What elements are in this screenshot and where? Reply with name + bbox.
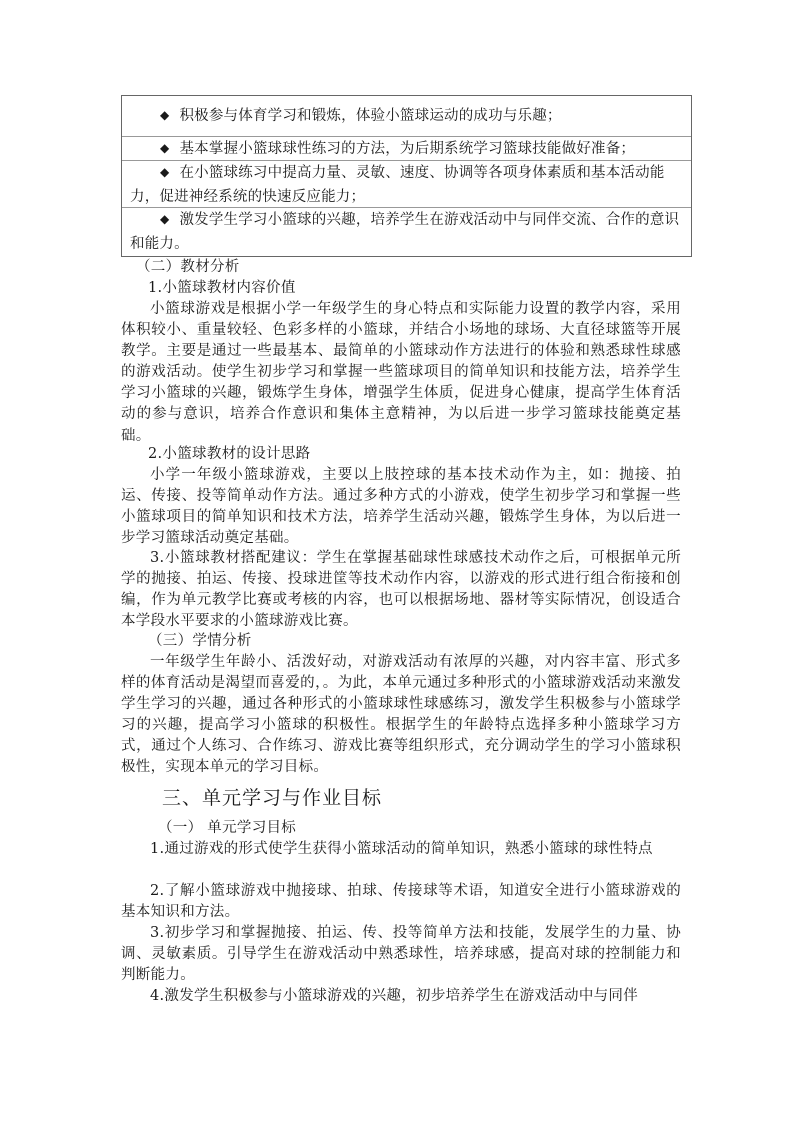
objective-item: 2.了解小篮球游戏中抛接球、拍球、传接球等术语，知道安全进行小篮球游戏的基本知识和方法。 xyxy=(121,883,681,921)
objective-item: 1.通过游戏的形式使学生获得小篮球活动的简单知识，熟悉小篮球的球性特点 xyxy=(150,841,653,857)
diamond-bullet-icon: ◆ xyxy=(160,212,170,226)
subsection-title-content-value: 1.小篮球教材内容价值 xyxy=(148,280,296,296)
subsection-title-design-idea: 2.小篮球教材的设计思路 xyxy=(148,446,311,462)
diamond-bullet-icon: ◆ xyxy=(160,141,170,155)
paragraph-content-value: 小篮球游戏是根据小学一年级学生的身心特点和实际能力设置的教学内容，采用体积较小、重量较轻、色彩多样的小篮球，并结合小场地的球场、大直径球篮等开展教学。主要是通过一些最基本、最简单的小篮球动作方法进行的体验和熟悉球性球感的游戏活动。使学生初步学习和掌握一些篮球项目的简单知识和技能方法，培养学生学习小篮球的兴趣，锻炼学生身体，增强学生体质，促进身心健康，提高学生体育活动的参与意识，培养合作意识和集体主意精神，为以后进一步学习篮球技能奠定基础。 xyxy=(121,301,681,444)
paragraph-material-suggestion: 3.小篮球教材搭配建议：学生在掌握基础球性球感技术动作之后，可根据单元所学的抛接、拍运、传接、投球进筐等技术动作内容，以游戏的形式进行组合衔接和创编，作为单元教学比赛或考核的内容，也可以根据场地、器材等实际情况，创设适合本学段水平要求的小篮球游戏比赛。 xyxy=(121,550,681,630)
diamond-bullet-icon: ◆ xyxy=(160,108,170,122)
subsection-title-learning-goals: （一） 单元学习目标 xyxy=(158,820,297,836)
goal-item: ◆ 积极参与体育学习和锻炼，体验小篮球运动的成功与乐趣； xyxy=(160,108,562,124)
paragraph-student-analysis: 一年级学生年龄小、活泼好动，对游戏活动有浓厚的兴趣，对内容丰富、形式多样的体育活动是渴望而喜爱的，。为此，本单元通过多种形式的小篮球游戏活动来激发学生学习的兴趣，通过各种形式的小篮球球性球感练习，激发学生积极参与小篮球学习的兴趣，提高学习小篮球的积极性。根据学生的年龄特点选择多种小篮球学习方式，通过个人练习、合作练习、游戏比赛等组织形式，充分调动学生的学习小篮球积极性，实现本单元的学习目标。 xyxy=(121,654,681,776)
unit-goals-box xyxy=(121,95,692,257)
goal-item: ◆ 在小篮球练习中提高力量、灵敏、速度、协调等各项身体素质和基本活动能力，促进神经系统的快速反应能力； xyxy=(122,160,691,209)
goal-item: ◆ 基本掌握小篮球球性练习的方法，为后期系统学习篮球技能做好准备； xyxy=(122,136,691,161)
diamond-bullet-icon: ◆ xyxy=(160,165,170,179)
part-heading-unit-goals: 三、单元学习与作业目标 xyxy=(162,787,383,809)
objective-item: 3.初步学习和掌握抛接、拍运、传、投等简单方法和技能，发展学生的力量、协调、灵敏素质。引导学生在游戏活动中熟悉球性，培养球感，提高对球的控制能力和判断能力。 xyxy=(121,925,681,984)
paragraph-design-idea: 小学一年级小篮球游戏，主要以上肢控球的基本技术动作为主，如：抛接、拍运、传接、投等简单动作方法。通过多种方式的小游戏，使学生初步学习和掌握一些小篮球项目的简单知识和技术方法，培养学生活动兴趣，锻炼学生身体，为以后进一步学习篮球活动奠定基础。 xyxy=(121,467,681,547)
section-heading-materials: （二）教材分析 xyxy=(136,259,240,275)
objective-item: 4.激发学生积极参与小篮球游戏的兴趣，初步培养学生在游戏活动中与同伴 xyxy=(150,988,639,1004)
goal-item: ◆ 激发学生学习小篮球的兴趣，培养学生在游戏活动中与同伴交流、合作的意识和能力。 xyxy=(122,207,691,256)
section-heading-student-analysis: （三）学情分析 xyxy=(148,633,252,649)
